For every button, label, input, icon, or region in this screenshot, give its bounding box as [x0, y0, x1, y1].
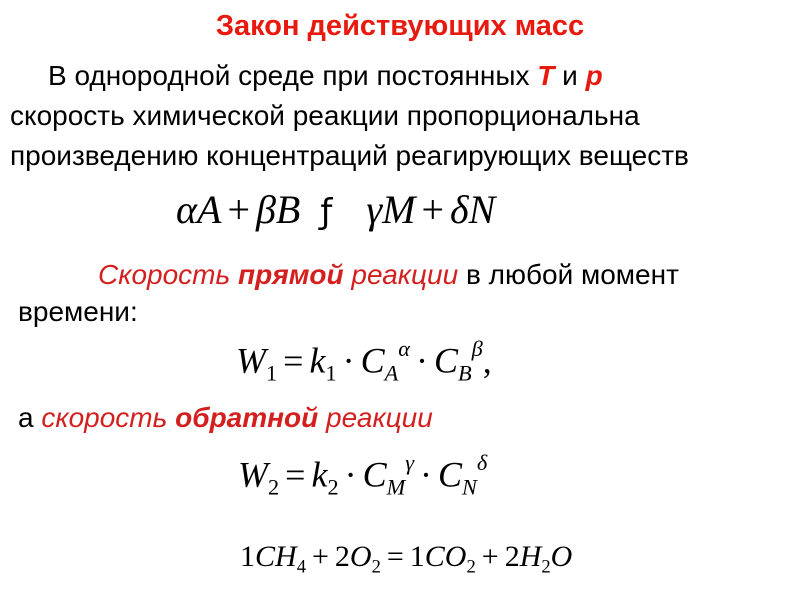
intro-line-2: скорость химической реакции пропорциональна	[10, 100, 640, 131]
c-symbol-2: C	[438, 454, 463, 495]
methane-ch: CH	[255, 540, 297, 573]
c-superscript-gamma: γ	[405, 450, 415, 475]
example-reaction	[240, 540, 572, 579]
intro-paragraph	[10, 56, 790, 176]
water-o: O	[550, 540, 573, 573]
coef-delta: δ	[450, 187, 469, 232]
forward-rate-equation	[236, 336, 492, 387]
co2-co: CO	[424, 540, 467, 573]
plus-sign-2: +	[481, 540, 499, 573]
intro-and-word: и	[554, 60, 586, 91]
c-superscript-delta: δ	[476, 450, 488, 475]
methane-subscript: 4	[296, 556, 306, 578]
dot-operator-2: ·	[415, 340, 428, 381]
forward-rate-text	[18, 256, 788, 330]
c-subscript-a: A	[384, 360, 399, 386]
oxygen-subscript: 2	[371, 556, 381, 578]
intro-line-1-text: В однородной среде при постоянных	[48, 60, 538, 91]
equilibrium-symbol: ƒ	[320, 192, 333, 232]
product-n: N	[468, 187, 496, 232]
plus-sign: +	[311, 540, 329, 573]
co2-subscript: 2	[466, 556, 476, 578]
forward-line-2: времени:	[18, 296, 138, 327]
k-subscript: 1	[325, 360, 337, 386]
forward-line-1	[18, 256, 788, 293]
water-h: H	[519, 540, 542, 573]
temperature-symbol: T	[537, 60, 555, 91]
c-subscript-m: M	[386, 474, 406, 500]
forward-direct-word: прямой	[238, 259, 344, 290]
water-subscript: 2	[541, 556, 551, 578]
w-subscript: 1	[266, 360, 278, 386]
coef-alpha: α	[176, 187, 197, 232]
reverse-rate-text	[18, 402, 433, 434]
pressure-symbol: p	[585, 60, 603, 91]
plus-sign: +	[227, 187, 250, 232]
intro-line-3: произведению концентраций реагирующих веществ	[10, 140, 689, 171]
plus-sign-2: +	[421, 187, 444, 232]
dot-operator: ·	[342, 340, 355, 381]
forward-reaction-word: реакции	[343, 259, 459, 290]
k-symbol: k	[309, 340, 326, 381]
w-symbol: W	[238, 454, 268, 495]
equals-sign: =	[283, 340, 304, 381]
w-subscript: 2	[268, 474, 280, 500]
equals-sign: =	[285, 454, 306, 495]
product-m: M	[382, 187, 416, 232]
c-symbol: C	[362, 454, 387, 495]
reverse-a-word: а	[18, 402, 42, 433]
reactant-b: B	[275, 187, 301, 232]
oxygen-o: O	[349, 540, 372, 573]
equation-comma: ,	[482, 340, 492, 381]
c-subscript-n: N	[462, 474, 477, 500]
intro-line-1	[10, 56, 790, 96]
coef-3: 1	[409, 540, 425, 573]
coef-1: 1	[240, 540, 255, 573]
dot-operator-2: ·	[420, 454, 433, 495]
coef-4: 2	[504, 540, 520, 573]
coef-beta: β	[256, 187, 276, 232]
equals-sign: =	[386, 540, 404, 573]
c-superscript-alpha: α	[398, 336, 410, 361]
reverse-rate-equation	[238, 450, 487, 501]
reverse-word: обратной	[175, 402, 319, 433]
c-symbol: C	[360, 340, 385, 381]
slide-title: Закон действующих масс	[215, 10, 585, 42]
reverse-speed-word: скорость	[41, 402, 176, 433]
w-symbol: W	[236, 340, 266, 381]
dot-operator: ·	[344, 454, 357, 495]
c-subscript-b: B	[458, 360, 472, 386]
reverse-reaction-word: реакции	[318, 402, 433, 433]
k-symbol: k	[311, 454, 328, 495]
c-superscript-beta: β	[471, 336, 483, 361]
k-subscript: 2	[327, 474, 339, 500]
forward-speed-word: Скорость	[98, 259, 238, 290]
coef-gamma: γ	[366, 187, 383, 232]
reactant-a: A	[197, 187, 222, 232]
forward-line-1-rest: в любой момент	[458, 259, 679, 290]
reaction-equation	[176, 186, 495, 233]
c-symbol-2: C	[433, 340, 458, 381]
coef-2: 2	[334, 540, 350, 573]
